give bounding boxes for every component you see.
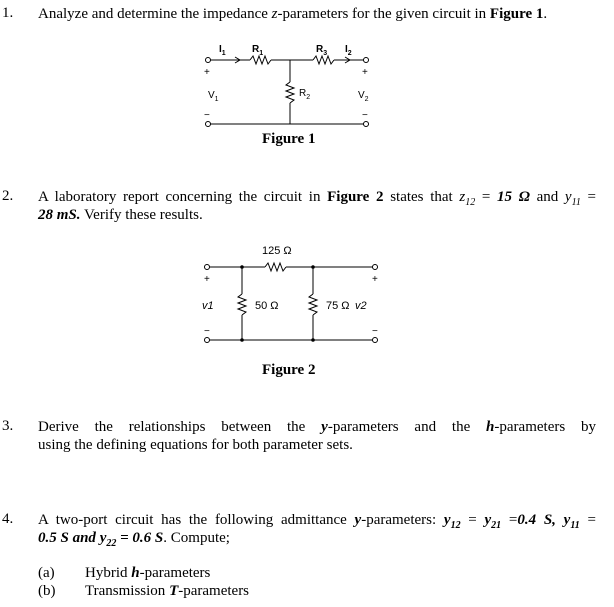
problem-3-line-2: using the defining equations for both parameter sets. <box>38 437 353 453</box>
v1-plus: + <box>204 274 210 285</box>
figure-2-caption: Figure 2 <box>262 362 316 378</box>
problem-1-text: Analyze and determine the impedance z-parameters for the given circuit in Figure 1. <box>38 6 548 22</box>
v2-minus: − <box>372 326 378 337</box>
problem-4-item-a-label: (a) <box>38 565 55 581</box>
v2-minus: − <box>362 110 368 121</box>
figure-1-circuit <box>195 38 395 138</box>
problem-3-number: 3. <box>2 418 14 434</box>
problem-2-line-1: A laboratory report concerning the circuit in Figure 2 states that $z_{12} = 15$ Ω and $y_{11}$ = <box>38 189 596 208</box>
problem-4-line-2: 0.5 S and $y_{22} = 0.6$ S. Compute; <box>38 530 230 549</box>
v2-label: v2 <box>355 300 367 312</box>
v2-plus: + <box>372 274 378 285</box>
problem-2-number: 2. <box>2 188 14 204</box>
current-i2-label: $I_2$ <box>345 44 352 57</box>
v1-label: v1 <box>202 300 214 312</box>
r3-label: $R_3$ <box>316 44 328 57</box>
problem-4-item-b-text: Transmission T-parameters <box>85 583 250 599</box>
problem-1-number: 1. <box>2 5 14 21</box>
problem-3-line-1: Derive the relationships between the y-parameters and the h-parameters by <box>38 419 596 435</box>
r2-label: $R_2$ <box>299 88 311 101</box>
v1-label: $V_1$ <box>208 90 219 103</box>
problem-2-line-2: 28 mS. Verify these results. <box>38 207 203 223</box>
v2-plus: + <box>362 67 368 78</box>
v1-minus: − <box>204 110 210 121</box>
problem-4-item-a-text: Hybrid h-parameters <box>85 565 211 581</box>
problem-4-line-1: A two-port circuit has the following admittance y-parameters: $y_{12} = y_{21} =0.4$ S, $y_{11}$ = <box>38 512 596 531</box>
figure-2-circuit <box>195 240 395 355</box>
figure-1-caption: Figure 1 <box>262 131 316 147</box>
problem-4-item-b-label: (b) <box>38 583 56 599</box>
r-50-label: 50 Ω <box>255 300 279 312</box>
v2-label: $V_2$ <box>358 90 369 103</box>
v1-minus: − <box>204 326 210 337</box>
problem-4-number: 4. <box>2 511 14 527</box>
r1-label: $R_1$ <box>252 44 264 57</box>
r-75-label: 75 Ω <box>326 300 350 312</box>
current-i1-label: $I_1$ <box>219 44 226 57</box>
v1-plus: + <box>204 67 210 78</box>
r-125-label: 125 Ω <box>262 245 292 257</box>
